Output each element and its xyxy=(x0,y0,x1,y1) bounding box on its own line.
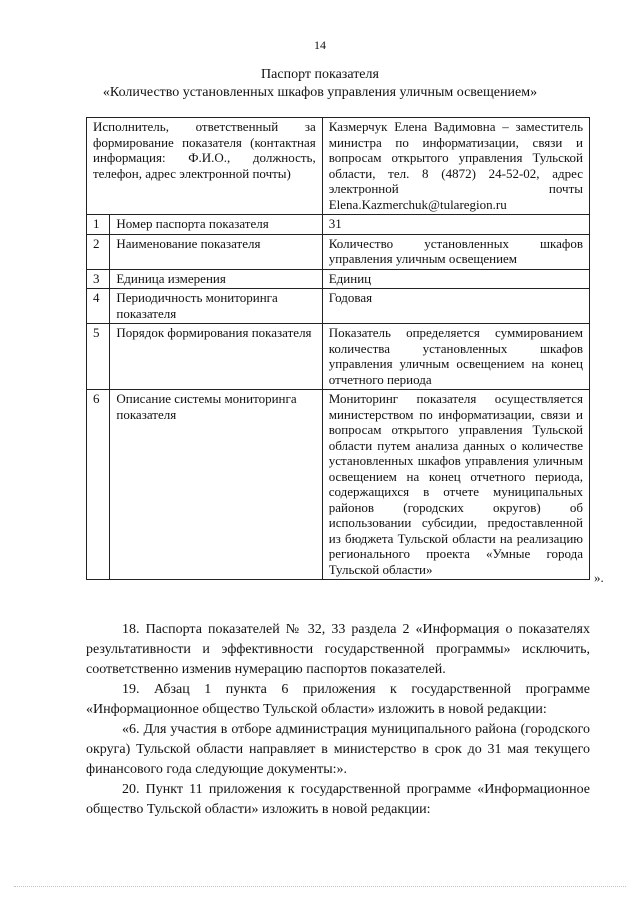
row-value: Количество установленных шкафов управления уличным освещением xyxy=(322,234,589,269)
row-number: 3 xyxy=(87,269,110,289)
title-line-2: «Количество установленных шкафов управления уличным освещением» xyxy=(102,85,538,100)
row-value: Единиц xyxy=(322,269,589,289)
table-row xyxy=(87,215,590,235)
paragraph-18: 18. Паспорта показателей № 32, 33 раздела 2 «Информация о показателях результативности и эффективности государственной программы» исключить, соответственно изменив нумерацию паспортов показателей. xyxy=(86,622,590,677)
row-value: Годовая xyxy=(322,289,589,324)
table-row xyxy=(87,390,590,580)
row-number: 6 xyxy=(87,390,110,580)
row-label: Описание системы мониторинга показателя xyxy=(110,390,322,580)
row-label: Наименование показателя xyxy=(110,234,322,269)
row-label: Периодичность мониторинга показателя xyxy=(110,289,322,324)
row-value: 31 xyxy=(322,215,589,235)
body-text xyxy=(86,620,590,820)
table-row-header xyxy=(87,118,590,215)
executor-value: Казмерчук Елена Вадимовна – заместитель министра по информатизации, связи и вопросам открытого управления Тульской области, тел. 8 (4872) 24-52-02, адрес электронной почты Elena.Kazmerchuk@tularegion.ru xyxy=(322,118,589,215)
passport-title xyxy=(0,66,640,102)
closing-quote: ». xyxy=(594,570,604,585)
row-value: Мониторинг показателя осуществляется министерством по информатизации, связи и вопросам открытого управления Тульской области путем анализа данных о количестве установленных шкафов управления уличным освещением на конец отчетного периода, содержащихся в отчете муниципальных районов (городских округов) об использовании субсидии, предоставленной из бюджета Тульской области на реализацию регионального проекта «Умные города Тульской области» xyxy=(322,390,589,580)
table-row xyxy=(87,324,590,390)
scan-artifact-line xyxy=(14,886,626,889)
row-value: Показатель определяется суммированием количества установленных шкафов управления уличным освещением на конец отчетного периода xyxy=(322,324,589,390)
passport-table xyxy=(86,117,590,580)
row-number: 5 xyxy=(87,324,110,390)
row-label: Номер паспорта показателя xyxy=(110,215,322,235)
paragraph-quote: «6. Для участия в отборе администрация муниципального района (городского округа) Тульской области направляет в министерство в срок до 31 мая текущего финансового года следующие документы:». xyxy=(86,722,590,777)
table-row xyxy=(87,234,590,269)
executor-label: Исполнитель, ответственный за формирование показателя (контактная информация: Ф.И.О., должность, телефон, адрес электронной почты) xyxy=(87,118,323,215)
title-line-1: Паспорт показателя xyxy=(261,67,379,82)
table-row xyxy=(87,289,590,324)
row-number: 4 xyxy=(87,289,110,324)
row-label: Единица измерения xyxy=(110,269,322,289)
row-label: Порядок формирования показателя xyxy=(110,324,322,390)
row-number: 2 xyxy=(87,234,110,269)
paragraph-19: 19. Абзац 1 пункта 6 приложения к государственной программе «Информационное общество Тульской области» изложить в новой редакции: xyxy=(86,682,590,717)
page-number: 14 xyxy=(314,38,326,52)
paragraph-20: 20. Пункт 11 приложения к государственной программе «Информационное общество Тульской области» изложить в новой редакции: xyxy=(86,782,590,817)
row-number: 1 xyxy=(87,215,110,235)
table-row xyxy=(87,269,590,289)
